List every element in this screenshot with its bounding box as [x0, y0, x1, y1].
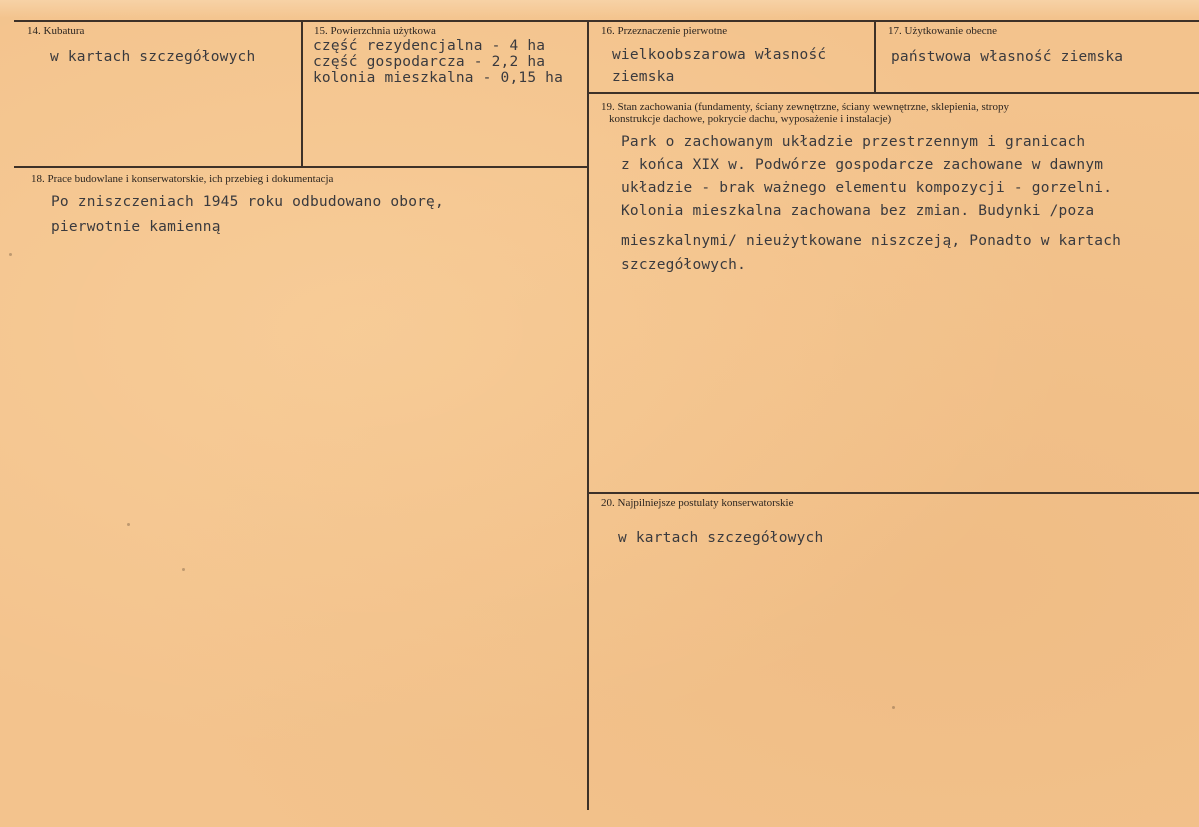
field-19-line-1: Park o zachowanym układzie przestrzennym i granicach [621, 134, 1086, 150]
divider-16-17 [874, 20, 876, 92]
field-14-label: 14. Kubatura [27, 25, 85, 37]
field-14-value: w kartach szczegółowych [50, 49, 256, 65]
main-divider [587, 20, 589, 810]
field-16-line-2: ziemska [612, 69, 675, 85]
card-edge [0, 0, 1199, 18]
field-19-line-2: z końca XIX w. Podwórze gospodarcze zachowane w dawnym [621, 157, 1104, 173]
field-19-line-4: Kolonia mieszkalna zachowana bez zmian. Budynki /poza [621, 203, 1095, 219]
field-16-label: 16. Przeznaczenie pierwotne [601, 25, 728, 37]
field-17-value: państwowa własność ziemska [891, 49, 1124, 65]
rule-above-20 [588, 492, 1199, 494]
paper-speck [182, 568, 185, 571]
paper-speck [9, 253, 12, 256]
divider-14-15 [301, 20, 303, 166]
field-15-line-1: część rezydencjalna - 4 ha [313, 38, 546, 54]
rule-under-16-17 [588, 92, 1199, 94]
paper-speck [892, 706, 895, 709]
top-rule [14, 20, 1199, 22]
paper-speck [127, 523, 130, 526]
field-15-line-3: kolonia mieszkalna - 0,15 ha [313, 70, 564, 86]
field-15-label: 15. Powierzchnia użytkowa [314, 25, 436, 37]
field-18-line-2: pierwotnie kamienną [51, 219, 221, 235]
field-20-label: 20. Najpilniejsze postulaty konserwatorskie [601, 497, 794, 509]
field-19-label-line-2: konstrukcje dachowe, pokrycie dachu, wyposażenie i instalacje) [609, 113, 892, 125]
field-16-line-1: wielkoobszarowa własność [612, 47, 827, 63]
field-20-value: w kartach szczegółowych [618, 530, 824, 546]
field-19-line-5: mieszkalnymi/ nieużytkowane niszczeją, Ponadto w kartach [621, 233, 1122, 249]
field-19-line-3: układzie - brak ważnego elementu kompozycji - gorzelni. [621, 180, 1113, 196]
field-17-label: 17. Użytkowanie obecne [888, 25, 998, 37]
rule-under-14-15 [14, 166, 588, 168]
field-19-label-line-1: 19. Stan zachowania (fundamenty, ściany zewnętrzne, ściany wewnętrzne, sklepienia, stropy [601, 101, 1009, 113]
field-19-line-6: szczegółowych. [621, 257, 747, 273]
field-18-line-1: Po zniszczeniach 1945 roku odbudowano oborę, [51, 194, 444, 210]
field-15-line-2: część gospodarcza - 2,2 ha [313, 54, 546, 70]
field-18-label: 18. Prace budowlane i konserwatorskie, ich przebieg i dokumentacja [31, 173, 334, 185]
